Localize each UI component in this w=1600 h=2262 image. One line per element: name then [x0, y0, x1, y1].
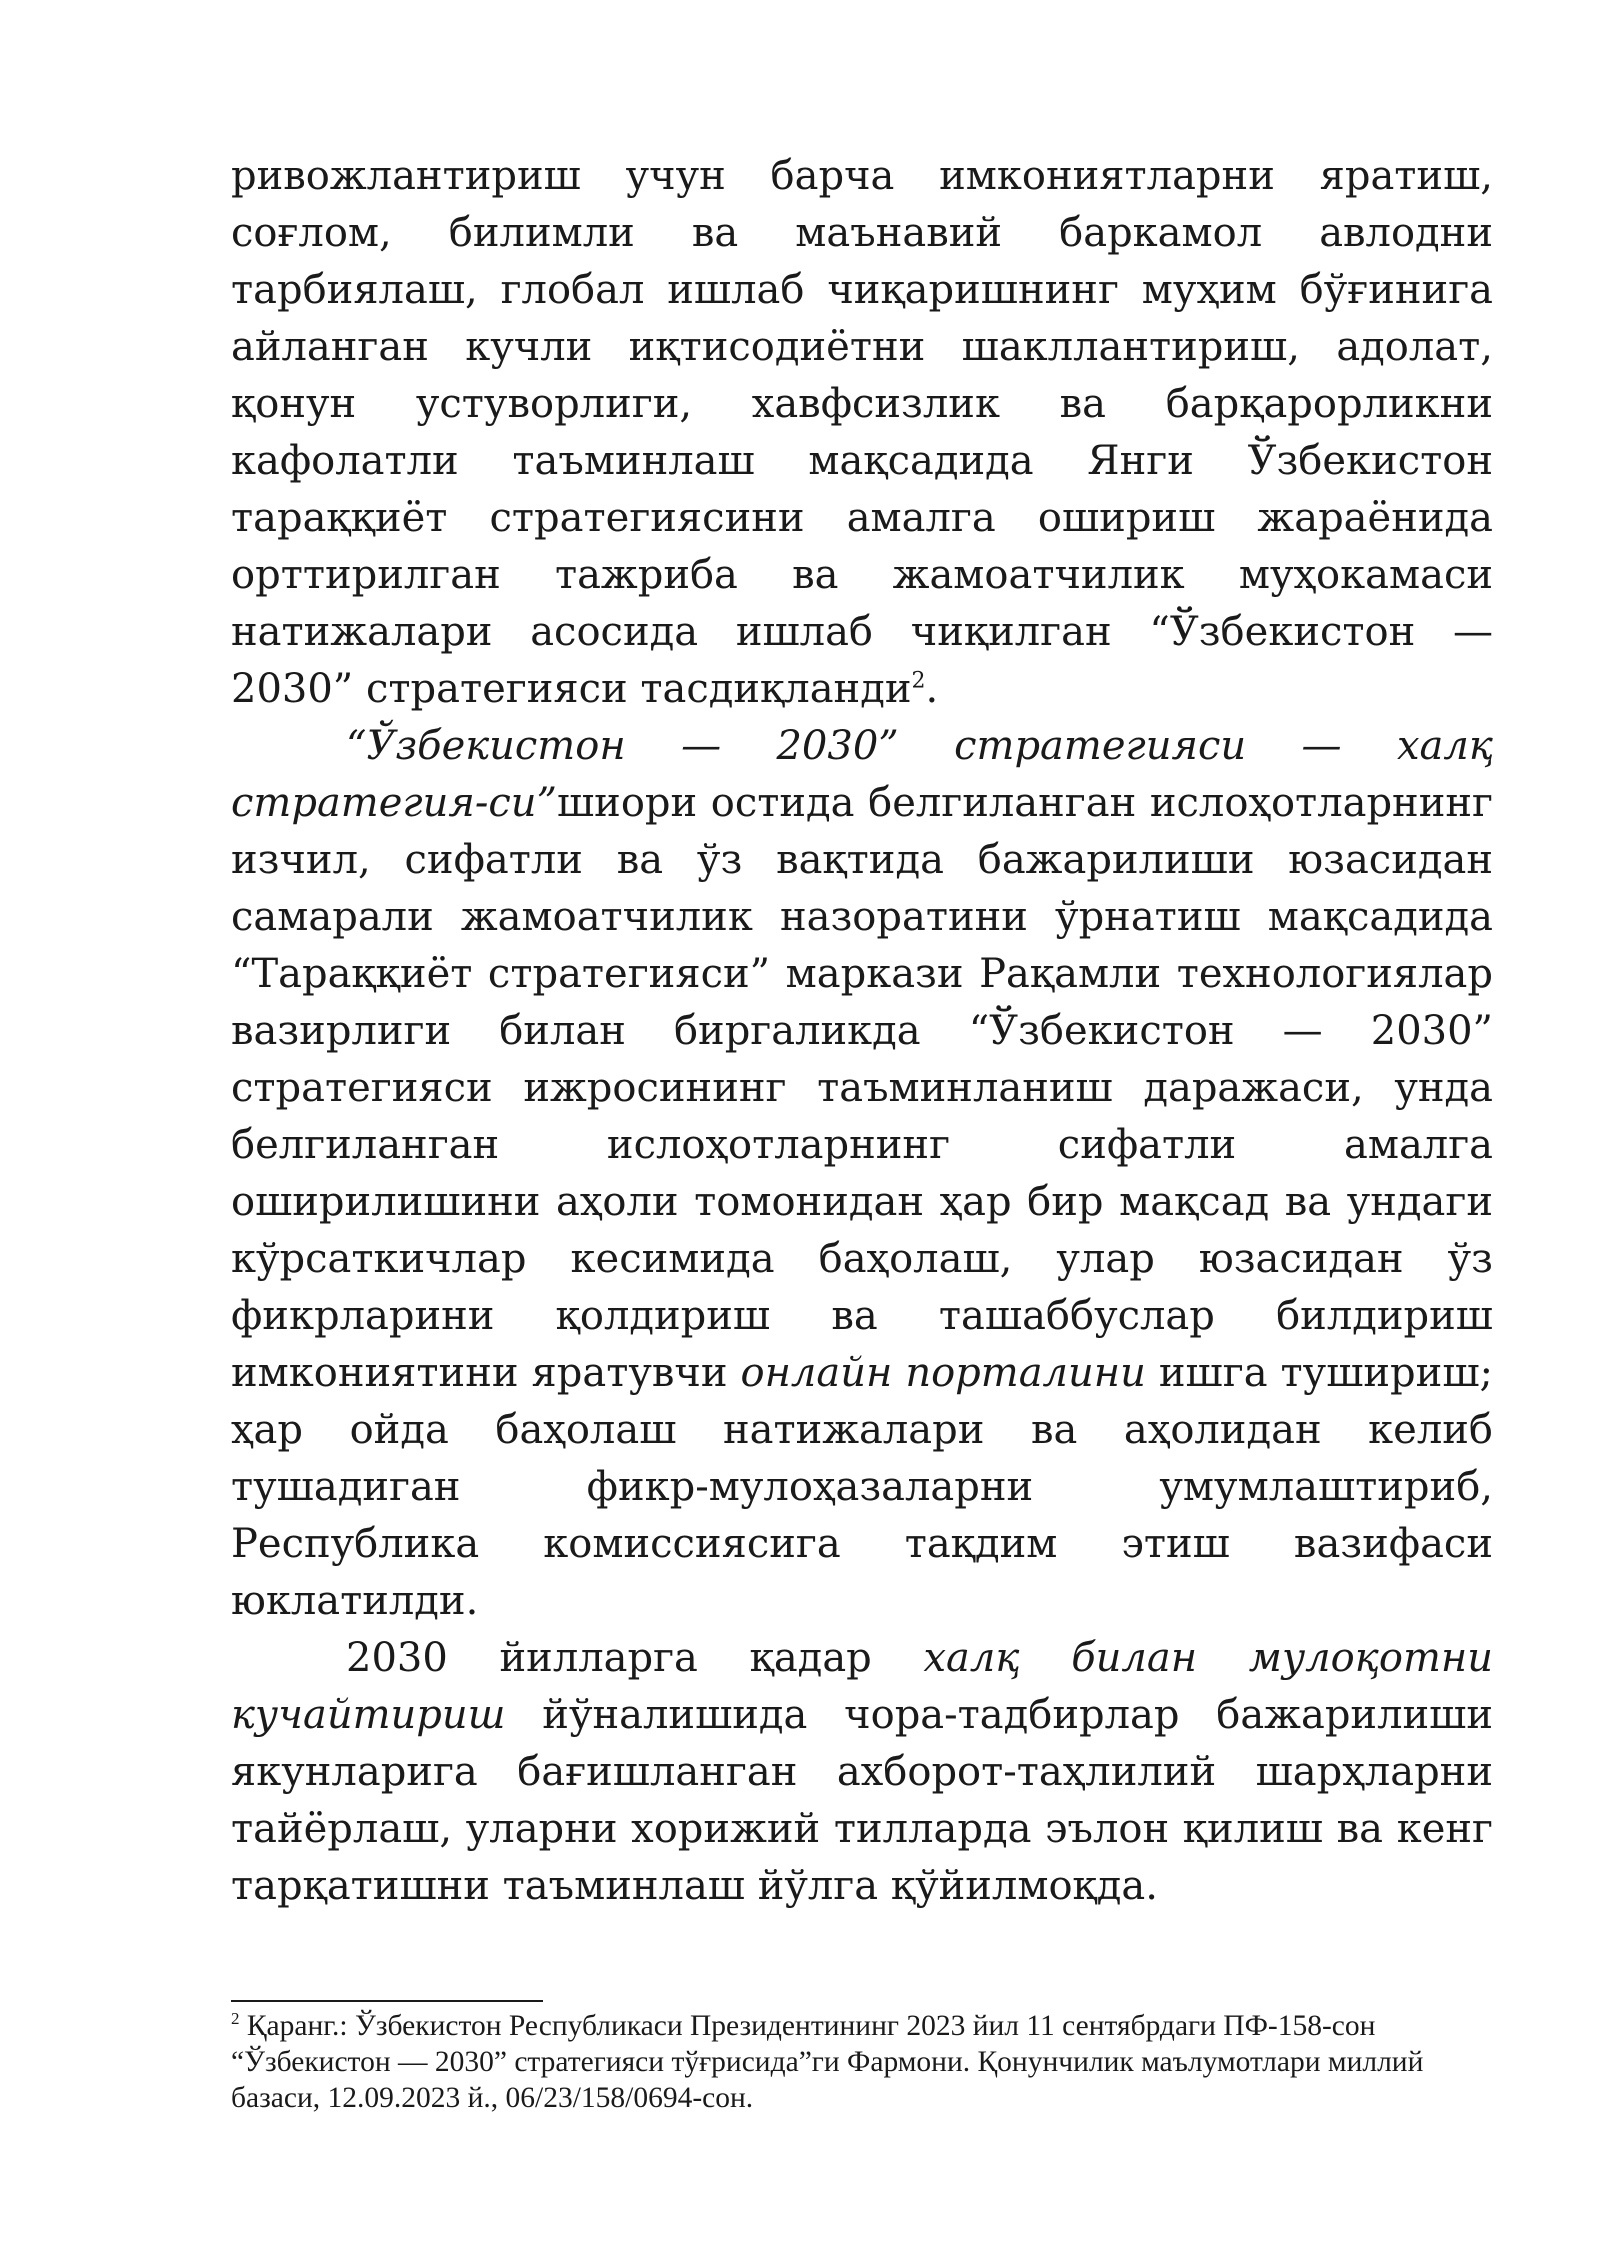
paragraph-2-italic-lead: “Ўзбекистон — 2030” стратегияси — халқ стратегия-си”	[231, 723, 1493, 826]
footnote-reference[interactable]: 2	[911, 668, 926, 694]
paragraph-1-end: .	[925, 666, 939, 712]
paragraph-1	[231, 148, 1493, 718]
paragraph-2-italic-mid: онлайн порталини	[740, 1350, 1146, 1396]
paragraph-1-text: ривожлантириш учун барча имкониятларни яратиш, соғлом, билимли ва маънавий баркамол авлодни тарбиялаш, глобал ишлаб чиқаришнинг муҳим бўғинига айланган кучли иқтисодиётни шакллантириш, адолат, қонун устуворлиги, хавфсизлик ва барқарорликни кафолатли таъминлаш мақсадида Янги Ўзбекистон тараққиёт стратегиясини амалга ошириш жараёнида орттирилган тажриба ва жамоатчилик муҳокамаси натижалари асосида ишлаб чиқилган “Ўзбекистон — 2030” стратегияси тасдиқланди	[231, 153, 1493, 712]
footnote	[231, 2008, 1493, 2116]
footnote-separator	[231, 2000, 543, 2002]
footnote-text: Қаранг.: Ўзбекистон Республикаси Президентининг 2023 йил 11 сентябрдаги ПФ-158-сон “Ўзбекистон — 2030” стратегияси тўғрисида”ги Фармони. Қонунчилик маълумотлари миллий базаси, 12.09.2023 й., 06/23/158/0694-сон.	[231, 2010, 1424, 2114]
paragraph-2-text-a: шиори остида белгиланган ислоҳотларнинг изчил, сифатли ва ўз вақтида бажарилиши юзасидан самарали жамоатчилик назоратини ўрнатиш мақсадида “Тараққиёт стратегияси” маркази Рақамли технологиялар вазирлиги билан биргаликда “Ўзбекистон — 2030” стратегияси ижросининг таъминланиш даражаси, унда белгиланган ислоҳотларнинг сифатли амалга оширилишини аҳоли томонидан ҳар бир мақсад ва ундаги кўрсаткичлар кесимида баҳолаш, улар юзасидан ўз фикрларини қолдириш ва ташаббуслар билдириш имкониятини яратувчи	[231, 780, 1493, 1396]
paragraph-2-text-b: ишга тушириш; ҳар ойда баҳолаш натижалари ва аҳолидан келиб тушадиган фикр-мулоҳазаларни умумлаштириб, Республика комиссиясига тақдим этиш вазифаси юклатилди.	[231, 1350, 1493, 1624]
paragraph-3-text-b: йўналишида чора-тадбирлар бажарилиши якунларига бағишланган ахборот-таҳлилий шарҳларни тайёрлаш, уларни хорижий тилларда эълон қилиш ва кенг тарқатишни таъминлаш йўлга қўйилмоқда.	[231, 1692, 1493, 1909]
main-body-text	[231, 148, 1493, 1915]
paragraph-2	[231, 718, 1493, 1630]
paragraph-3	[231, 1630, 1493, 1915]
paragraph-3-italic: халқ билан мулоқотни кучайтириш	[231, 1635, 1494, 1738]
footnote-marker: 2	[231, 2009, 240, 2029]
paragraph-3-text-a: 2030 йилларга қадар	[346, 1635, 924, 1681]
